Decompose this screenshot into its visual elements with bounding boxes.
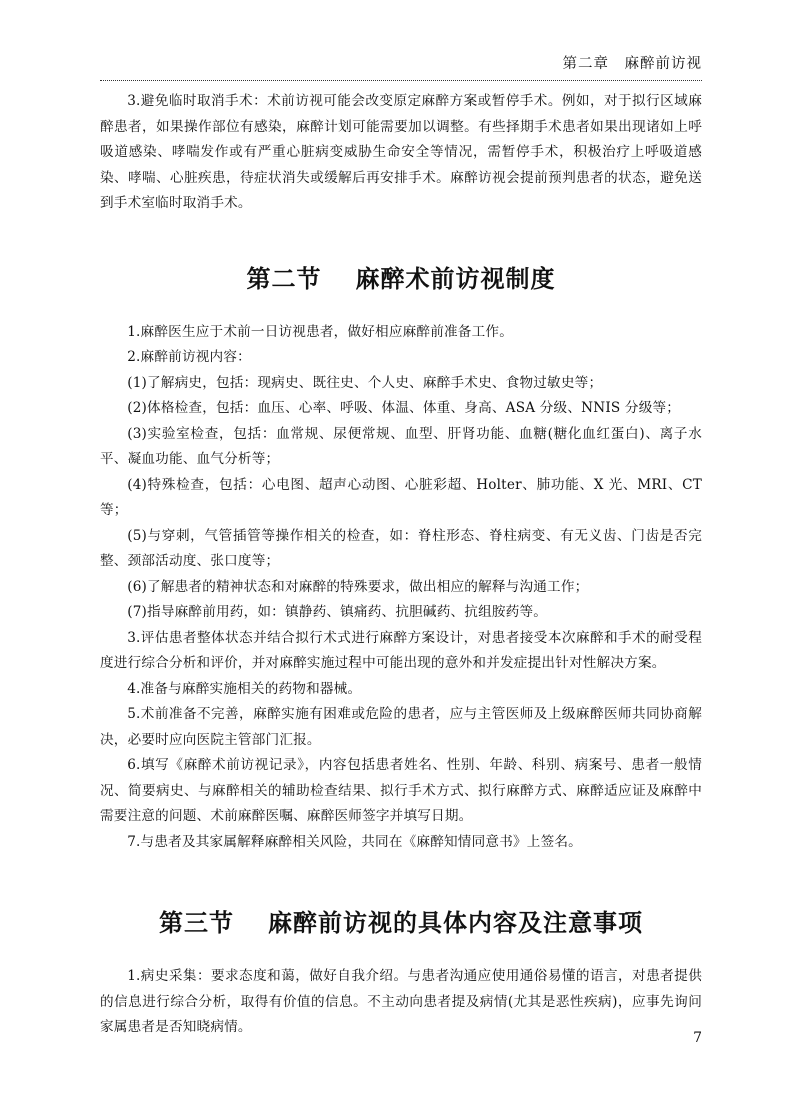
paragraph: (5)与穿刺，气管插管等操作相关的检查，如：脊柱形态、脊柱病变、有无义齿、门齿是否完整、颈部活动度、张口度等； [100,527,702,569]
paragraph: (6)了解患者的精神状态和对麻醉的特殊要求，做出相应的解释与沟通工作； [127,578,589,595]
section-heading-3 [100,903,702,938]
running-header [100,52,702,73]
paragraph: 3.评估患者整体状态并结合拟行术式进行麻醉方案设计，对患者接受本次麻醉和手术的耐受程度进行综合分析和评价，并对麻醉实施过程中可能出现的意外和并发症提出针对性解决方案。 [100,629,702,671]
section-3-body [100,964,702,1041]
paragraph: 5.术前准备不完善，麻醉实施有困难或危险的患者，应与主管医师及上级麻醉医师共同协商解决，必要时应向医院主管部门汇报。 [100,706,702,748]
page-body [100,89,702,1041]
paragraph: (1)了解病史，包括：现病史、既往史、个人史、麻醉手术史、食物过敏史等； [127,374,603,391]
paragraph: 4.准备与麻醉实施相关的药物和器械。 [127,680,362,697]
paragraph: (2)体格检查，包括：血压、心率、呼吸、体温、体重、身高、ASA 分级、NNIS 分级等； [127,400,681,416]
paragraph: (7)指导麻醉前用药，如：镇静药、镇痛药、抗胆碱药、抗组胺药等。 [127,604,548,620]
section-title: 麻醉术前访视制度 [355,264,556,293]
page-number: 7 [693,1030,702,1046]
paragraph: 6.填写《麻醉术前访视记录》，内容包括患者姓名、性别、年龄、科别、病案号、患者一般情况、简要病史、与麻醉相关的辅助检查结果、拟行手术方式、拟行麻醉方式、麻醉适应证及麻醉中需要注意的问题、术前麻醉医嘱、麻醉医师签字并填写日期。 [100,757,702,824]
paragraph: 1.麻醉医生应于术前一日访视患者，做好相应麻醉前准备工作。 [127,323,513,340]
paragraph: (4)特殊检查，包括：心电图、超声心动图、心脏彩超、Holter、肺功能、X 光、MRI、CT 等； [100,476,702,518]
paragraph: (3)实验室检查，包括：血常规、尿便常规、血型、肝肾功能、血糖(糖化血红蛋白)、离子水平、凝血功能、血气分析等； [100,425,702,467]
section-number: 第三节 [159,909,234,937]
paragraph: 2.麻醉前访视内容： [127,349,251,365]
section-title: 麻醉前访视的具体内容及注意事项 [268,909,643,937]
paragraph: 1.病史采集：要求态度和蔼，做好自我介绍。与患者沟通应使用通俗易懂的语言，对患者提供的信息进行综合分析，取得有价值的信息。不主动向患者提及病情(尤其是恶性疾病)，应事先询问家属患者是否知晓病情。 [100,968,702,1035]
header-divider [100,80,702,81]
chapter-title: 第二章 麻醉前访视 [562,56,702,72]
section-number: 第二节 [246,264,322,293]
section-heading-2 [100,259,702,294]
paragraph: 7.与患者及其家属解释麻醉相关风险，共同在《麻醉知情同意书》上签名。 [127,833,582,850]
intro-paragraph: 3.避免临时取消手术：术前访视可能会改变原定麻醉方案或暂停手术。例如，对于拟行区域麻醉患者，如果操作部位有感染，麻醉计划可能需要加以调整。有些择期手术患者如果出现诸如上呼吸道感染、哮喘发作或有严重心脏病变威胁生命安全等情况，需暂停手术，积极治疗上呼吸道感染、哮喘、心脏疾患，待症状消失或缓解后再安排手术。麻醉访视会提前预判患者的状态，避免送到手术室临时取消手术。 [100,93,702,211]
section-2-body [100,320,702,856]
